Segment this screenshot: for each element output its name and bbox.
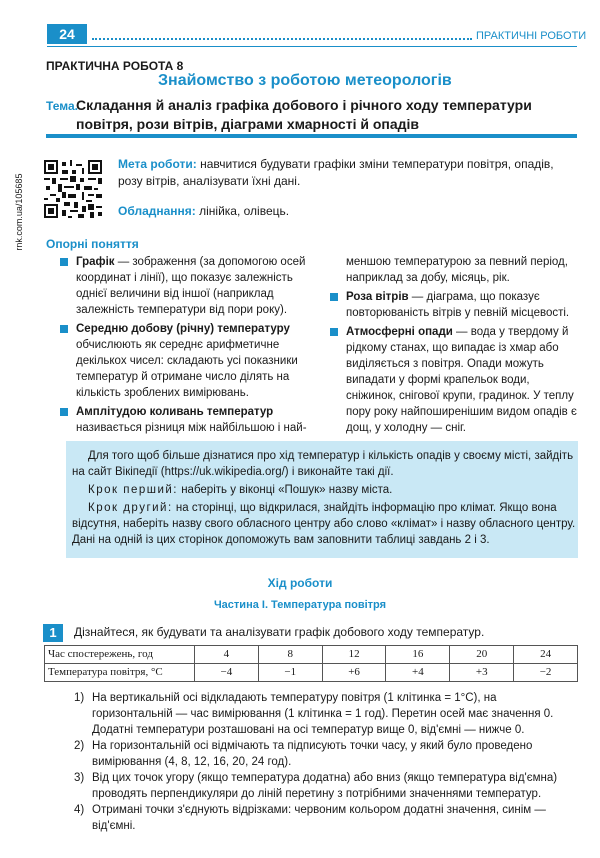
- step1-text: наберіть у віконці «Пошук» назву міста.: [178, 484, 393, 496]
- tema-label: Тема.: [46, 99, 78, 113]
- concept-text: обчислюють як середнє арифметичне декількох чисел: складають усі показники температур й отримане число ділять на кількість зроблених вимірювань.: [76, 339, 298, 399]
- bullet-icon: [330, 328, 338, 336]
- table-cell: 8: [258, 646, 322, 664]
- temperature-table: [44, 645, 578, 682]
- concept-item: [60, 321, 310, 401]
- table-cell: −2: [514, 664, 578, 682]
- table-header-cell: Температура повітря, °С: [45, 664, 195, 682]
- table-cell: 4: [195, 646, 259, 664]
- side-link-text: rnk.com.ua/105685: [13, 173, 24, 251]
- step-number: 3): [74, 772, 85, 784]
- work-label: ПРАКТИЧНА РОБОТА 8: [46, 59, 184, 73]
- table-row: [45, 646, 578, 664]
- table-row: [45, 664, 578, 682]
- table-cell: 24: [514, 646, 578, 664]
- table-cell: −1: [258, 664, 322, 682]
- table-cell: +4: [386, 664, 450, 682]
- bullet-icon: [60, 325, 68, 333]
- tema-text: Складання й аналіз графіка добового і річного ходу температури повітря, рози вітрів, діаграми хмарності й опадів: [76, 97, 532, 132]
- concept-text: — зображення (за допомогою осей координат і лінії), що показує залежність однієї величини від іншої (наприклад залежність температури від пори року).: [76, 256, 306, 316]
- bullet-icon: [60, 408, 68, 416]
- work-title: Знайомство з роботою метеорологів: [158, 72, 452, 89]
- step-text: Від цих точок угору (якщо температура додатна) або вниз (якщо температура від'ємна) проводять перпендикуляри до ліній перетину з потрібними значеннями температур.: [92, 772, 558, 800]
- concept-item: [60, 404, 310, 436]
- concept-term: Роза вітрів: [346, 291, 409, 303]
- table-cell: +6: [322, 664, 386, 682]
- info-step-1: [72, 482, 576, 498]
- equipment-label: Обладнання:: [118, 204, 196, 218]
- header-dotted-line: [92, 38, 472, 40]
- qr-code-icon[interactable]: [44, 160, 102, 218]
- list-item: [74, 690, 578, 738]
- step1-label: Крок перший:: [88, 484, 179, 496]
- equipment-block: [118, 203, 289, 219]
- step-number: 4): [74, 804, 85, 816]
- goal-text: навчитися будувати графіки зміни температури повітря, опадів, розу вітрів, аналізувати їхні дані.: [118, 157, 554, 188]
- procedure-heading: Хід роботи: [267, 576, 333, 590]
- concepts-column-left: [60, 254, 310, 439]
- list-item: [74, 738, 578, 770]
- bullet-icon: [330, 293, 338, 301]
- page-number: 24: [47, 24, 87, 44]
- concept-text: — діаграма, що показує повторюваність вітрів у певній місцевості.: [346, 291, 570, 319]
- section-title: ПРАКТИЧНІ РОБОТИ: [476, 30, 587, 42]
- info-step-2: [72, 500, 576, 548]
- list-item: [74, 802, 578, 834]
- table-cell: 12: [322, 646, 386, 664]
- side-link[interactable]: [8, 158, 28, 268]
- table-cell: 16: [386, 646, 450, 664]
- concept-item: [330, 324, 580, 436]
- bullet-icon: [60, 258, 68, 266]
- task-text: Дізнайтеся, як будувати та аналізувати графік добового ходу температур.: [74, 625, 485, 639]
- equipment-text: лінійка, олівець.: [195, 204, 290, 218]
- concept-text: — вода у твердому й рідкому станах, що випадає із хмар або виділяється з повітря. Опади можуть випадати у формі крапельок води, сніжинок, снігової крупи, градинок. У теплу пору року найпоширенішим видом опадів є дощ, у холодну — сніг.: [346, 326, 577, 434]
- part-heading: Частина І. Температура повітря: [213, 599, 387, 611]
- concept-term: Амплітудою коливань температур: [76, 406, 274, 418]
- concepts-heading: Опорні поняття: [46, 237, 139, 251]
- table-cell: +3: [450, 664, 514, 682]
- concept-continuation: меншою температурою за певний період, наприклад за добу, місяць, рік.: [346, 256, 568, 284]
- concepts-column-right: [330, 254, 580, 439]
- separator-bar: [46, 134, 577, 138]
- concept-term: Графік: [76, 256, 115, 268]
- concept-item: [60, 254, 310, 318]
- goal-block: [118, 156, 578, 190]
- task-number: 1: [43, 624, 63, 642]
- step-text: На вертикальній осі відкладають температуру повітря (1 клітинка = 1°С), на горизонтальній — час вимірювання (1 клітинка = 1 год). Перетин осей має значення 0. Додатні температури розташовані на осі температур вище 0, від'ємні — нижче 0.: [92, 692, 554, 736]
- concept-term: Середню добову (річну) температуру: [76, 323, 290, 335]
- table-cell: −4: [195, 664, 259, 682]
- step-number: 1): [74, 692, 85, 704]
- concept-term: Атмосферні опади: [346, 326, 453, 338]
- list-item: [74, 770, 578, 802]
- info-intro: Для того щоб більше дізнатися про хід температур і кількість опадів у своєму місті, зайдіть на сайт Вікіпедії (https://uk.wikipedia.org/) і виконайте такі дії.: [72, 450, 574, 478]
- goal-label: Мета роботи:: [118, 157, 197, 171]
- step2-text: на сторінці, що відкрилася, знайдіть інформацію про клімат. Якщо вона відсутня, наберіть назву свого обласного центру або слово «клімат» і назву обласного центру. Дані на одній із цих сторінок допоможуть вам заповнити таблиці завдань 2 і 3.: [72, 502, 576, 546]
- steps-list: [74, 690, 578, 834]
- step-text: На горизонтальній осі відмічають та підписують точки часу, у який було проведено вимірювання (4, 8, 12, 16, 20, 24 год).: [92, 740, 533, 768]
- table-header-cell: Час спостережень, год: [45, 646, 195, 664]
- info-box: [66, 441, 578, 558]
- header-rule: [47, 46, 577, 47]
- concept-text: називається різниця між найбільшою і най-: [76, 422, 307, 434]
- step-text: Отримані точки з'єднують відрізками: червоним кольором додатні значення, синім — від'ємні.: [92, 804, 546, 832]
- step2-label: Крок другий:: [88, 502, 173, 514]
- concept-item: [330, 289, 580, 321]
- table-cell: 20: [450, 646, 514, 664]
- step-number: 2): [74, 740, 85, 752]
